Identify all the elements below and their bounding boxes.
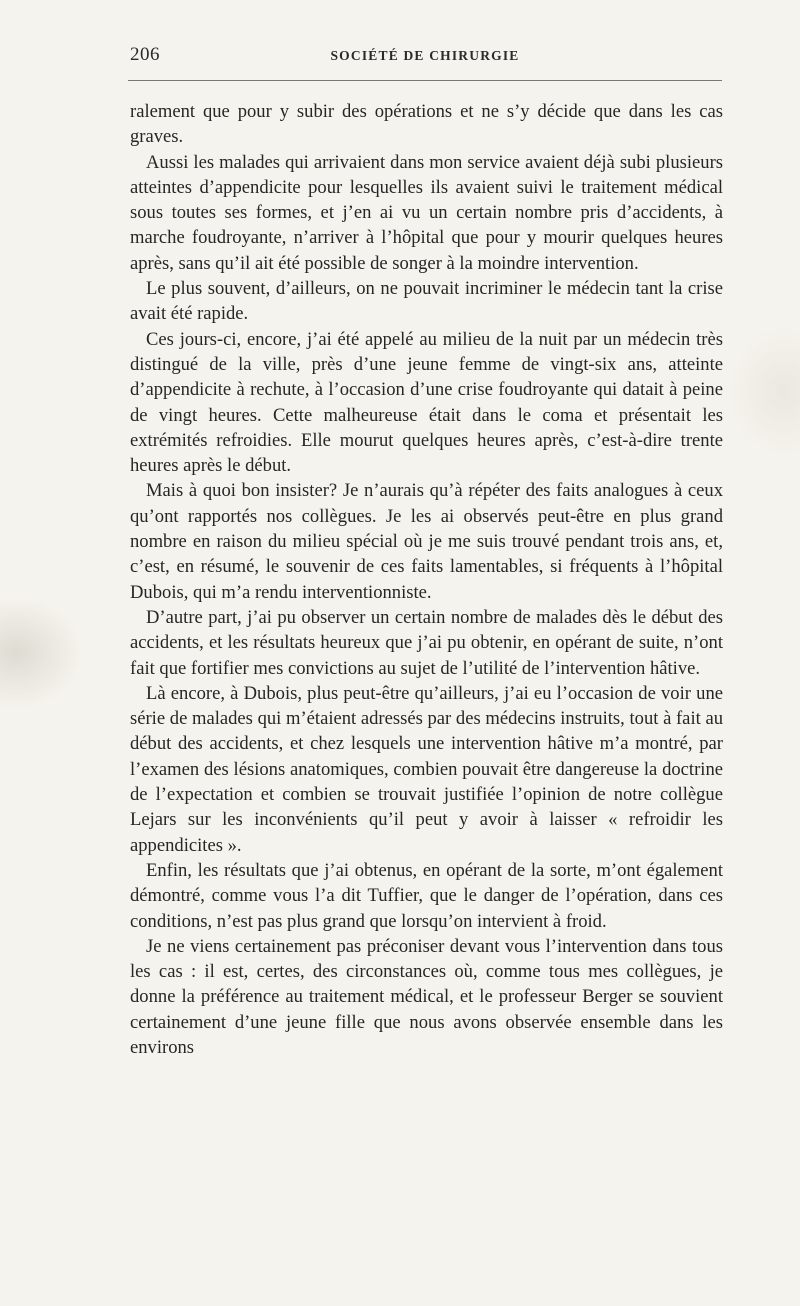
paragraph-8: Enfin, les résultats que j’ai obtenus, en opérant de la sorte, m’ont également démontré, comme vous l’a dit Tuffier, que le danger de l’opération, dans ces conditions, n’est pas plus grand que lorsqu’on intervient à froid. [130, 859, 723, 932]
paragraph-2: Aussi les malades qui arrivaient dans mon service avaient déjà subi plusieurs atteintes d’appendicite pour lesquelles ils avaient suivi le traitement médical sous toutes ses formes, et j’en ai vu un certain nombre pris d’accidents, à marche foudroyante, n’arriver à l’hôpital que pour y mourir quelques heures après, sans qu’il ait été possible de songer à la moindre intervention. [130, 151, 723, 274]
paragraph-6: D’autre part, j’ai pu observer un certain nombre de malades dès le début des accidents, et les résultats heureux que j’ai pu obtenir, en opérant de suite, n’ont fait que fortifier mes convictions au sujet de l’utilité de l’intervention hâtive. [130, 606, 723, 679]
paragraph-7: Là encore, à Dubois, plus peut-être qu’ailleurs, j’ai eu l’occasion de voir une série de malades qui m’étaient adressés par des médecins instruits, tout à fait au début des accidents, et chez lesquels une intervention hâtive m’a montré, par l’examen des lésions anatomiques, combien pouvait être dangereuse la doctrine de l’expectation et combien se trouvait justifiée l’opinion de notre collègue Lejars sur les inconvénients qu’il peut y avoir à laisser « refroidir les appendicites ». [130, 682, 723, 856]
paragraph-1: ralement que pour y subir des opérations et ne s’y décide que dans les cas graves. [130, 101, 723, 148]
body-text [130, 99, 723, 1060]
paragraph-9: Je ne viens certainement pas préconiser devant vous l’intervention dans tous les cas : il est, certes, des circonstances où, comme tous mes collègues, je donne la préférence au traitement médical, et le professeur Berger se souvient certainement d’une jeune fille que nous avons observée ensemble dans les environs [130, 935, 723, 1058]
page-number: 206 [130, 44, 160, 65]
page-header [128, 40, 722, 74]
paragraph-4: Ces jours-ci, encore, j’ai été appelé au milieu de la nuit par un médecin très distingué de la ville, près d’une jeune femme de vingt-six ans, atteinte d’appendicite à rechute, à l’occasion d’une crise foudroyante qui datait à peine de vingt heures. Cette malheureuse était dans le coma et présentait les extrémités refroidies. Elle mourut quelques heures après, c’est-à-dire trente heures après le début. [130, 328, 723, 477]
paragraph-3: Le plus souvent, d’ailleurs, on ne pouvait incriminer le médecin tant la crise avait été rapide. [130, 278, 723, 325]
paragraph-5: Mais à quoi bon insister? Je n’aurais qu’à répéter des faits analogues à ceux qu’ont rapportés nos collègues. Je les ai observés peut-être en plus grand nombre en raison du milieu spécial où je me suis trouvé pendant trois ans, et, c’est, en résumé, le souvenir de ces faits lamentables, si fréquents à l’hôpital Dubois, qui m’a rendu interventionniste. [130, 480, 723, 603]
running-title: SOCIÉTÉ DE CHIRURGIE [330, 48, 520, 63]
header-rule [128, 80, 722, 81]
